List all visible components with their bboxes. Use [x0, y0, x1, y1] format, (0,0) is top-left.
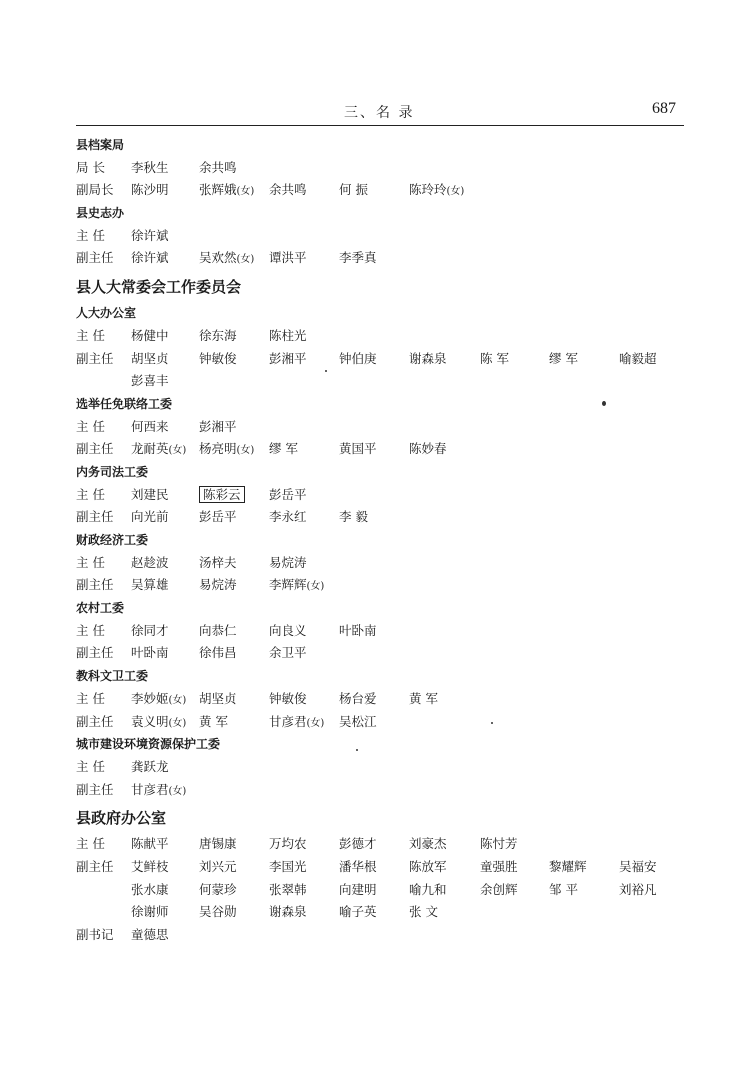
person-name: 吴福安 [619, 858, 657, 874]
gender-note: (女) [168, 785, 187, 797]
person-name: 张翠韩 [269, 881, 307, 897]
person-name: 艾鲜枝 [131, 858, 169, 874]
person-name: 易烷涛 [269, 554, 307, 570]
scan-speck [491, 722, 493, 724]
person-name: 李妙姬(女) [131, 690, 187, 706]
role-label: 主 任 [76, 486, 105, 502]
gender-note: (女) [236, 445, 255, 457]
person-name: 谭洪平 [269, 250, 307, 266]
person-name: 喻子英 [339, 904, 377, 920]
person-name: 陈 军 [480, 350, 509, 366]
role-label: 副主任 [76, 350, 114, 366]
personnel-row [76, 484, 686, 507]
person-name: 汤梓夫 [199, 554, 237, 570]
person-name: 喻九和 [409, 881, 447, 897]
personnel-row [76, 901, 686, 924]
boxed-name: 陈彩云 [199, 486, 245, 503]
person-name: 李辉辉(女) [269, 577, 325, 593]
person-name: 钟伯庚 [339, 350, 377, 366]
person-name: 甘彦君(女) [269, 713, 325, 729]
role-label: 主 任 [76, 327, 105, 343]
personnel-row [76, 856, 686, 879]
gender-note: (女) [168, 717, 187, 729]
person-name: 张 文 [409, 904, 438, 920]
personnel-row [76, 756, 686, 779]
running-header [76, 98, 684, 126]
role-label: 主 任 [76, 836, 105, 852]
person-name: 龚跃龙 [131, 758, 169, 774]
person-name: 彭湘平 [269, 350, 307, 366]
person-name: 向光前 [131, 509, 169, 525]
person-name: 黄 军 [409, 690, 438, 706]
person-name: 童强胜 [480, 858, 518, 874]
person-name: 刘建民 [131, 486, 169, 502]
subsection-heading: 人大办公室 [76, 306, 137, 321]
person-name: 吴欢然(女) [199, 250, 255, 266]
person-name: 潘华根 [339, 858, 377, 874]
scan-speck [356, 749, 358, 751]
person-name: 向建明 [339, 881, 377, 897]
person-name: 黄国平 [339, 441, 377, 457]
personnel-row [76, 924, 686, 947]
person-name: 陈忖芳 [480, 836, 518, 852]
personnel-row [76, 247, 686, 270]
person-name: 陈献平 [131, 836, 169, 852]
subsection-heading: 城市建设环境资源保护工委 [76, 737, 221, 752]
person-name: 余共鸣 [199, 159, 237, 175]
role-label: 副主任 [76, 250, 114, 266]
person-name: 向恭仁 [199, 622, 237, 638]
role-label: 主 任 [76, 554, 105, 570]
person-name: 徐许斌 [131, 227, 169, 243]
personnel-row [76, 506, 686, 529]
role-label: 副主任 [76, 509, 114, 525]
subsection-heading: 教科文卫工委 [76, 669, 149, 684]
person-name: 李秋生 [131, 159, 169, 175]
gender-note: (女) [306, 717, 325, 729]
personnel-row [76, 552, 686, 575]
person-name: 李永红 [269, 509, 307, 525]
gender-note: (女) [236, 254, 255, 266]
person-name: 李国光 [269, 858, 307, 874]
person-name: 刘兴元 [199, 858, 237, 874]
subsection-heading: 财政经济工委 [76, 533, 149, 547]
person-name [199, 484, 245, 507]
gender-note: (女) [306, 581, 325, 593]
personnel-row [76, 348, 686, 371]
person-name: 徐东海 [199, 327, 237, 343]
person-name: 袁义明(女) [131, 713, 187, 729]
role-label: 副主任 [76, 858, 114, 874]
role-label: 副主任 [76, 645, 114, 661]
role-label: 主 任 [76, 758, 105, 774]
person-name: 缪 军 [269, 441, 298, 457]
gender-note: (女) [168, 694, 187, 706]
person-name: 刘裕凡 [619, 881, 657, 897]
personnel-row [76, 779, 686, 802]
person-name: 陈妙春 [409, 441, 447, 457]
person-name: 陈放军 [409, 858, 447, 874]
role-label: 主 任 [76, 690, 105, 706]
role-label: 主 任 [76, 227, 105, 243]
person-name: 杨健中 [131, 327, 169, 343]
person-name: 徐谢师 [131, 904, 169, 920]
scan-speck [325, 370, 327, 372]
gender-note: (女) [236, 186, 255, 198]
gender-note: (女) [168, 445, 187, 457]
personnel-row [76, 179, 686, 202]
person-name: 黄 军 [199, 713, 228, 729]
role-label: 副主任 [76, 781, 114, 797]
directory-listing [76, 134, 686, 947]
personnel-row [76, 157, 686, 180]
person-name: 杨台爱 [339, 690, 377, 706]
scan-speck [602, 401, 606, 406]
personnel-row [76, 370, 686, 393]
subsection-heading: 县史志办 [76, 206, 125, 221]
subsection-heading: 县档案局 [76, 138, 125, 152]
role-label: 副书记 [76, 927, 114, 942]
person-name: 万均农 [269, 836, 307, 852]
role-label: 局 长 [76, 159, 105, 175]
personnel-row [76, 325, 686, 348]
role-label: 副局长 [76, 182, 114, 198]
section-heading: 县政府办公室 [76, 809, 167, 828]
person-name: 谢森泉 [269, 904, 307, 920]
person-name: 吴算雄 [131, 577, 169, 593]
header-rule [76, 125, 684, 126]
personnel-row [76, 879, 686, 902]
personnel-row [76, 438, 686, 461]
person-name: 黎耀辉 [549, 858, 587, 874]
person-name: 吴松江 [339, 713, 377, 729]
person-name: 何蒙珍 [199, 881, 237, 897]
subsection-heading: 农村工委 [76, 601, 125, 616]
chapter-title: 三、名 录 [344, 105, 415, 121]
person-name: 徐许斌 [131, 250, 169, 266]
person-name: 胡坚贞 [131, 350, 169, 366]
role-label: 副主任 [76, 441, 114, 457]
person-name: 唐锡康 [199, 836, 237, 852]
person-name: 钟敏俊 [199, 350, 237, 366]
person-name: 徐同才 [131, 622, 169, 638]
gender-note: (女) [446, 186, 465, 198]
person-name: 陈玲玲(女) [409, 182, 465, 198]
person-name: 彭湘平 [199, 418, 237, 434]
personnel-row [76, 688, 686, 711]
person-name: 吴谷勋 [199, 904, 237, 920]
person-name: 谢森泉 [409, 350, 447, 366]
person-name: 叶卧南 [131, 645, 169, 661]
role-label: 副主任 [76, 577, 114, 593]
person-name: 甘彦君(女) [131, 781, 187, 797]
person-name: 何 振 [339, 182, 368, 198]
role-label: 副主任 [76, 713, 114, 729]
person-name: 陈柱光 [269, 327, 307, 343]
personnel-row [76, 620, 686, 643]
personnel-row [76, 833, 686, 856]
personnel-row [76, 574, 686, 597]
person-name: 彭岳平 [269, 486, 307, 502]
person-name: 刘豪杰 [409, 836, 447, 852]
person-name: 陈沙明 [131, 182, 169, 198]
person-name: 杨亮明(女) [199, 441, 255, 457]
person-name: 徐伟昌 [199, 645, 237, 661]
person-name: 邹 平 [549, 881, 578, 897]
person-name: 彭岳平 [199, 509, 237, 525]
role-label: 主 任 [76, 418, 105, 434]
personnel-row [76, 642, 686, 665]
role-label: 主 任 [76, 622, 105, 638]
person-name: 余卫平 [269, 645, 307, 661]
person-name: 李 毅 [339, 509, 368, 525]
person-name: 钟敏俊 [269, 690, 307, 706]
personnel-row [76, 416, 686, 439]
person-name: 张水康 [131, 881, 169, 897]
subsection-heading: 内务司法工委 [76, 464, 149, 479]
person-name: 胡坚贞 [199, 690, 237, 706]
person-name: 喻毅超 [619, 350, 657, 366]
person-name: 彭德才 [339, 836, 377, 852]
person-name: 童德思 [131, 927, 169, 942]
person-name: 彭喜丰 [131, 373, 169, 389]
person-name: 龙耐英(女) [131, 441, 187, 457]
person-name: 易烷涛 [199, 577, 237, 593]
person-name: 李季真 [339, 250, 377, 266]
person-name: 叶卧南 [339, 622, 377, 638]
person-name: 张辉娥(女) [199, 182, 255, 198]
person-name: 何西来 [131, 418, 169, 434]
subsection-heading: 选举任免联络工委 [76, 396, 173, 411]
person-name: 缪 军 [549, 350, 578, 366]
page-number: 687 [652, 100, 676, 117]
person-name: 赵趁波 [131, 554, 169, 570]
person-name: 余共鸣 [269, 182, 307, 198]
personnel-row [76, 711, 686, 734]
personnel-row [76, 225, 686, 248]
person-name: 余创辉 [480, 881, 518, 897]
person-name: 向良义 [269, 622, 307, 638]
section-heading: 县人大常委会工作委员会 [76, 278, 242, 297]
